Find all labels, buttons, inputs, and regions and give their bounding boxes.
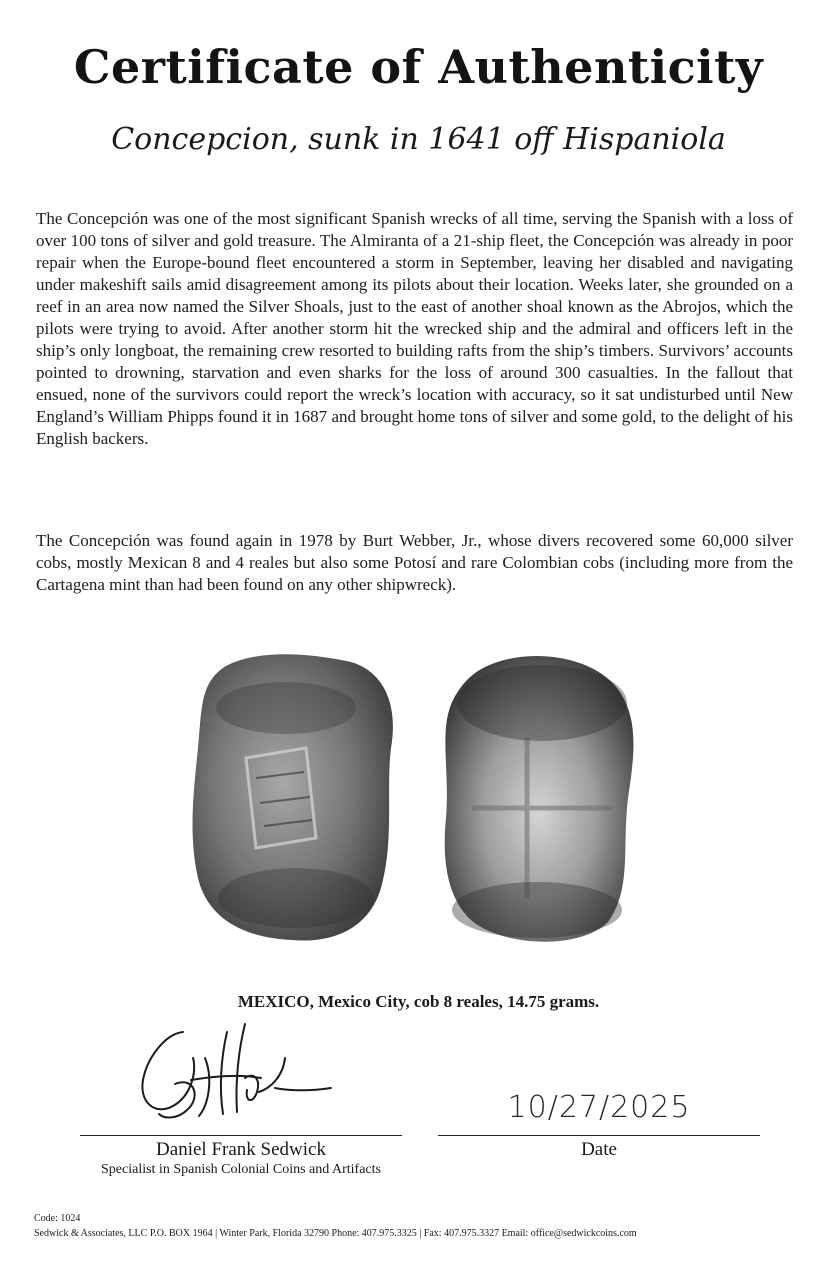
history-paragraph-1: The Concepción was one of the most significant Spanish wrecks of all time, serving the Spanish with a loss of over 100 tons of silver and gold treasure. The Almiranta of a 21-ship fleet, the Concepción was already in poor repair when the Europe-bound fleet encountered a storm in September, leaving her disabled and navigating under makeshift sails amid disagreement among its pilots about their location. Weeks later, she grounded on a reef in an area now named the Silver Shoals, just to the east of another shoal known as the Abrojos, which the pilots were trying to avoid. After another storm hit the wrecked ship and the admiral and officers left in the ship’s only longboat, the remaining crew resorted to building rafts from the ship’s timbers. Survivors’ accounts pointed to drowning, starvation and even sharks for the loss of around 300 casualties. In the fallout that ensued, none of the survivors could report the wreck’s location with accuracy, so it sat undisturbed until New England’s William Phipps found it in 1687 and brought home tons of silver and some gold, to the delight of his English backers. xyxy=(36,209,793,448)
company-contact-footer: Sedwick & Associates, LLC P.O. BOX 1964 | Winter Park, Florida 32790 Phone: 407.975.3325 | Fax: 407.975.3327 Email: office@sedwickcoins.com xyxy=(34,1228,637,1239)
signer-name: Daniel Frank Sedwick xyxy=(156,1139,326,1160)
history-paragraph-2: The Concepción was found again in 1978 by Burt Webber, Jr., whose divers recovered some 60,000 silver cobs, mostly Mexican 8 and 4 reales but also some Potosí and rare Colombian cobs (including more from the Cartagena mint than had been found on any other shipwreck). xyxy=(36,531,793,594)
certificate-subtitle: Concepcion, sunk in 1641 off Hispaniola xyxy=(111,122,726,157)
signer-title: Specialist in Spanish Colonial Coins and Artifacts xyxy=(101,1162,381,1177)
signature-line xyxy=(80,1135,402,1136)
certificate-code: Code: 1024 xyxy=(34,1213,81,1224)
certificate-date: 10/27/2025 xyxy=(507,1090,691,1125)
coin-obverse-image xyxy=(186,648,401,948)
coin-caption: MEXICO, Mexico City, cob 8 reales, 14.75 grams. xyxy=(237,992,600,1011)
coin-reverse-image xyxy=(432,648,647,948)
date-line xyxy=(438,1135,760,1136)
signature-image xyxy=(135,1018,340,1128)
certificate-title: Certificate of Authenticity xyxy=(73,40,764,94)
date-label: Date xyxy=(581,1139,617,1160)
